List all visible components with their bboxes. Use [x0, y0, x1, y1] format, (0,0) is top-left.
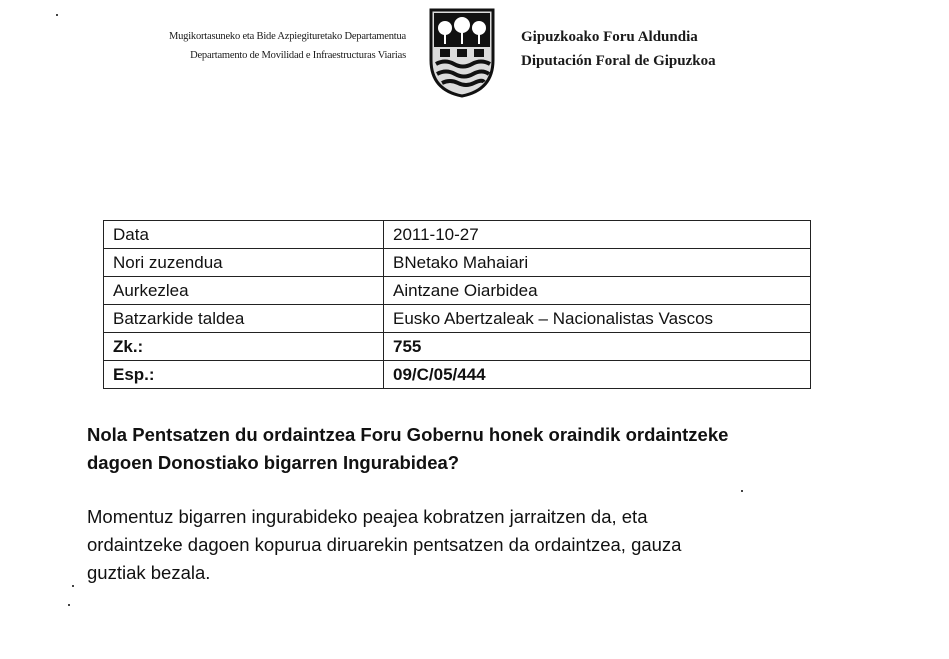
organization-name	[521, 25, 716, 73]
table-row-recipient	[104, 249, 811, 277]
organization-name-basque: Gipuzkoako Foru Aldundia	[521, 29, 698, 45]
question-line: dagoen Donostiako bigarren Ingurabidea?	[87, 452, 460, 473]
department-name-spanish: Departamento de Movilidad e Infraestructuras Viarias	[190, 50, 406, 61]
scan-speck	[56, 14, 58, 16]
row-value: Eusko Abertzaleak – Nacionalistas Vascos	[384, 305, 811, 333]
answer-line: guztiak bezala.	[87, 562, 211, 583]
table-row-group	[104, 305, 811, 333]
row-value: BNetako Mahaiari	[384, 249, 811, 277]
scan-speck	[68, 604, 70, 606]
row-value: 755	[384, 333, 811, 361]
department-name-basque: Mugikortasuneko eta Bide Azpiegituretako Departamentua	[168, 31, 406, 42]
row-label: Batzarkide taldea	[104, 305, 384, 333]
question-line: Nola Pentsatzen du ordaintzea Foru Gobernu honek oraindik ordaintzeke	[87, 424, 729, 445]
table-row-presenter	[104, 277, 811, 305]
organization-name-spanish: Diputación Foral de Gipuzkoa	[521, 53, 716, 69]
row-label: Zk.:	[104, 333, 384, 361]
row-label: Aurkezlea	[104, 277, 384, 305]
row-label: Esp.:	[104, 361, 384, 389]
department-name	[90, 27, 406, 65]
gipuzkoa-coat-of-arms-icon	[428, 8, 496, 98]
answer-line: Momentuz bigarren ingurabideko peajea kobratzen jarraitzen da, eta	[87, 506, 648, 527]
question-text	[87, 421, 827, 477]
scan-speck	[741, 490, 743, 492]
row-label: Data	[104, 221, 384, 249]
table-row-file	[104, 361, 811, 389]
row-value: 09/C/05/444	[384, 361, 811, 389]
scan-speck	[72, 585, 74, 587]
table-row-date	[104, 221, 811, 249]
row-value: 2011-10-27	[384, 221, 811, 249]
row-label: Nori zuzendua	[104, 249, 384, 277]
row-value: Aintzane Oiarbidea	[384, 277, 811, 305]
answer-line: ordaintzeke dagoen kopurua diruarekin pentsatzen da ordaintzea, gauza	[87, 534, 682, 555]
answer-text	[87, 503, 827, 587]
info-table	[103, 220, 811, 389]
table-row-number	[104, 333, 811, 361]
